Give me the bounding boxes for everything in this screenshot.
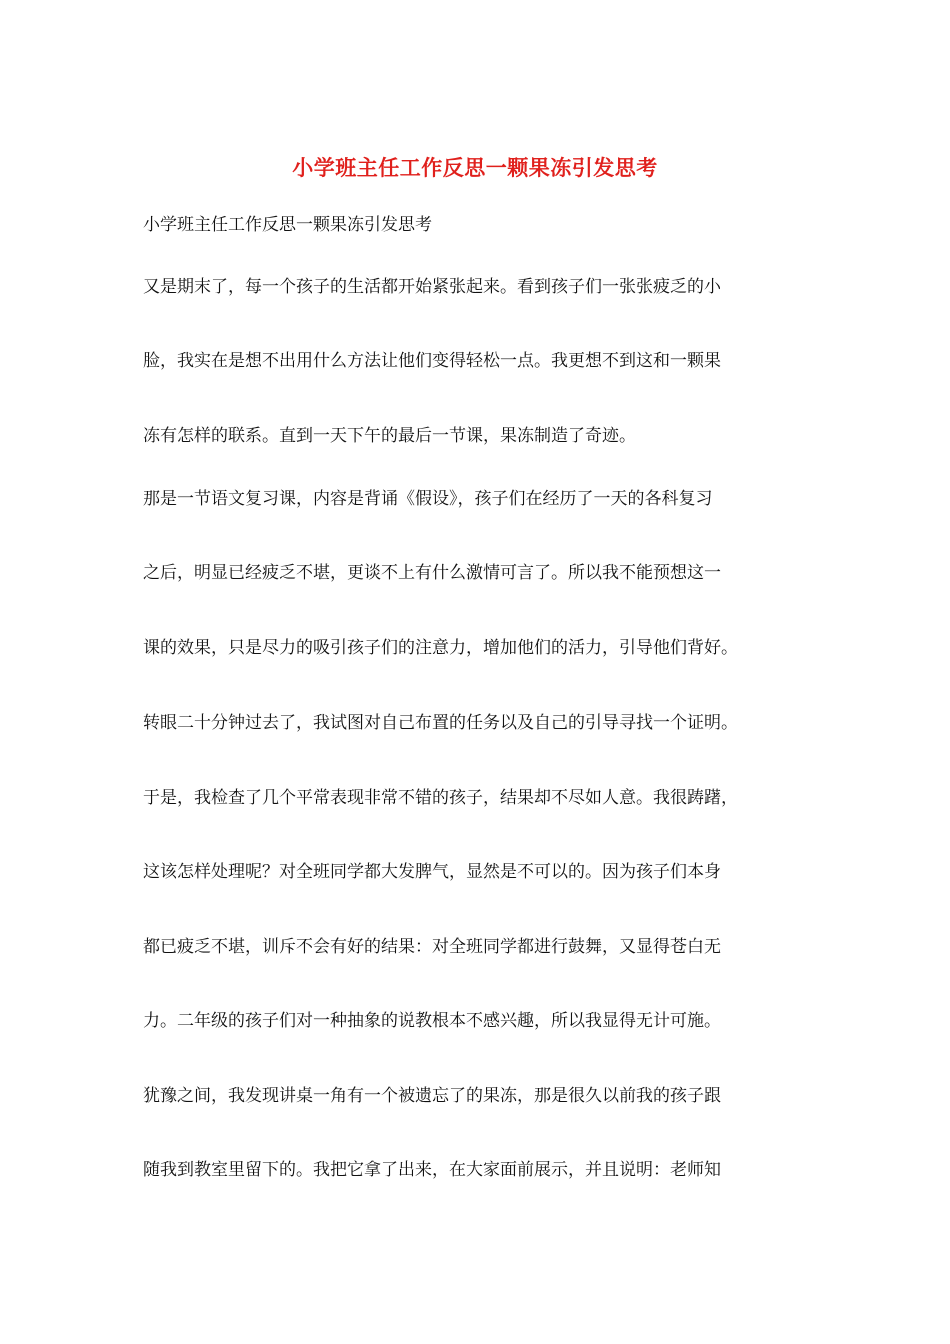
body-line-9: 这该怎样处理呢？对全班同学都大发脾气，显然是不可以的。因为孩子们本身 — [143, 862, 721, 882]
body-line-1: 又是期末了，每一个孩子的生活都开始紧张起来。看到孩子们一张张疲乏的小 — [143, 277, 721, 297]
body-line-4: 那是一节语文复习课，内容是背诵《假设》，孩子们在经历了一天的各科复习 — [143, 489, 713, 509]
body-line-6: 课的效果，只是尽力的吸引孩子们的注意力，增加他们的活力，引导他们背好。 — [143, 638, 738, 658]
document-title: 小学班主任工作反思一颗果冻引发思考 — [292, 155, 658, 180]
body-line-11: 力。二年级的孩子们对一种抽象的说教根本不感兴趣，所以我显得无计可施。 — [143, 1011, 721, 1031]
body-line-5: 之后，明显已经疲乏不堪，更谈不上有什么激情可言了。所以我不能预想这一 — [143, 563, 721, 583]
body-line-8: 于是，我检查了几个平常表现非常不错的孩子，结果却不尽如人意。我很踌躇， — [143, 788, 738, 808]
body-line-3: 冻有怎样的联系。直到一天下午的最后一节课，果冻制造了奇迹。 — [143, 426, 636, 446]
body-line-7: 转眼二十分钟过去了，我试图对自己布置的任务以及自己的引导寻找一个证明。 — [143, 713, 738, 733]
document-subtitle: 小学班主任工作反思一颗果冻引发思考 — [143, 215, 432, 235]
body-line-12: 犹豫之间，我发现讲桌一角有一个被遗忘了的果冻，那是很久以前我的孩子跟 — [143, 1086, 721, 1106]
body-line-2: 脸，我实在是想不出用什么方法让他们变得轻松一点。我更想不到这和一颗果 — [143, 351, 721, 371]
body-line-10: 都已疲乏不堪，训斥不会有好的结果：对全班同学都进行鼓舞，又显得苍白无 — [143, 937, 721, 957]
body-line-13: 随我到教室里留下的。我把它拿了出来，在大家面前展示，并且说明：老师知 — [143, 1160, 721, 1180]
